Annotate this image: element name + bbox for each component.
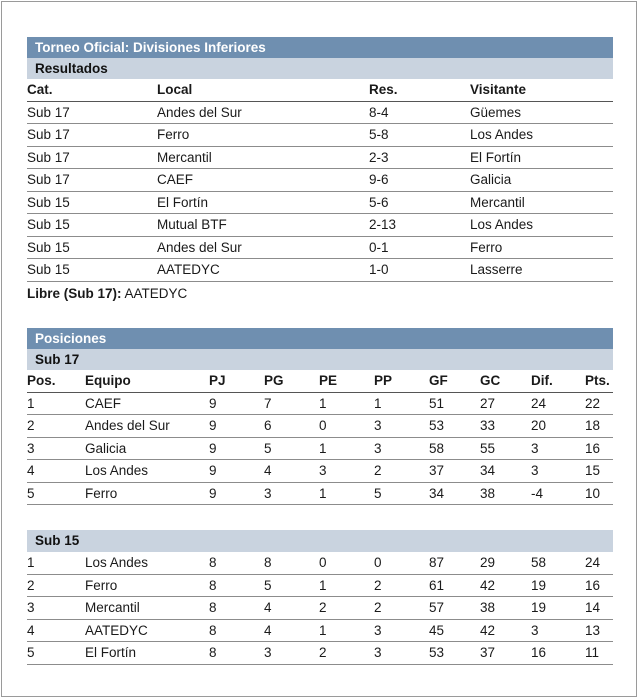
header-equipo: Equipo — [85, 370, 209, 392]
table-cell: 5 — [27, 642, 85, 665]
group-title-sub15: Sub 15 — [27, 530, 613, 552]
table-cell: 1 — [27, 552, 85, 574]
table-cell: 3 — [374, 437, 429, 460]
table-cell: 5 — [264, 574, 319, 597]
table-cell: Galicia — [470, 169, 613, 192]
table-cell: Ferro — [470, 236, 613, 259]
table-cell: 10 — [585, 482, 613, 505]
table-cell: 4 — [27, 619, 85, 642]
standings-panel-sub15 — [27, 530, 613, 665]
table-cell: 8 — [209, 552, 264, 574]
result-row — [27, 191, 613, 214]
standing-row — [27, 482, 613, 505]
standing-row — [27, 460, 613, 483]
result-row — [27, 169, 613, 192]
table-cell: 16 — [585, 574, 613, 597]
table-cell: 11 — [585, 642, 613, 665]
table-cell: 18 — [585, 415, 613, 438]
table-cell: Güemes — [470, 101, 613, 124]
table-cell: 57 — [429, 597, 480, 620]
table-cell: Los Andes — [85, 460, 209, 483]
table-cell: 24 — [531, 392, 585, 415]
table-cell: 58 — [429, 437, 480, 460]
table-cell: 61 — [429, 574, 480, 597]
table-cell: 8 — [209, 619, 264, 642]
table-cell: El Fortín — [85, 642, 209, 665]
table-cell: 33 — [480, 415, 531, 438]
table-cell: 3 — [374, 415, 429, 438]
table-cell: 3 — [531, 619, 585, 642]
table-cell: 27 — [480, 392, 531, 415]
table-cell: 3 — [531, 437, 585, 460]
result-row — [27, 146, 613, 169]
table-cell: 45 — [429, 619, 480, 642]
table-cell: 19 — [531, 597, 585, 620]
table-cell: El Fortín — [157, 191, 369, 214]
table-cell: 2 — [374, 574, 429, 597]
table-cell: 42 — [480, 574, 531, 597]
table-cell: 13 — [585, 619, 613, 642]
header-pj: PJ — [209, 370, 264, 392]
table-cell: 5 — [27, 482, 85, 505]
table-cell: 1-0 — [369, 259, 470, 282]
table-cell: 9 — [209, 437, 264, 460]
table-cell: Sub 15 — [27, 259, 157, 282]
table-cell: Galicia — [85, 437, 209, 460]
header-cat: Cat. — [27, 79, 157, 101]
table-cell: 34 — [429, 482, 480, 505]
table-cell: 29 — [480, 552, 531, 574]
table-cell: 16 — [585, 437, 613, 460]
table-cell: 7 — [264, 392, 319, 415]
table-cell: 87 — [429, 552, 480, 574]
result-row — [27, 259, 613, 282]
header-gc: GC — [480, 370, 531, 392]
table-cell: 37 — [480, 642, 531, 665]
table-cell: 55 — [480, 437, 531, 460]
table-cell: 16 — [531, 642, 585, 665]
table-cell: CAEF — [85, 392, 209, 415]
header-visitante: Visitante — [470, 79, 613, 101]
table-cell: 38 — [480, 482, 531, 505]
standing-row — [27, 642, 613, 665]
header-pp: PP — [374, 370, 429, 392]
table-cell: 0-1 — [369, 236, 470, 259]
table-cell: Mercantil — [157, 146, 369, 169]
table-cell: 2 — [319, 642, 374, 665]
table-cell: 9-6 — [369, 169, 470, 192]
table-cell: 22 — [585, 392, 613, 415]
header-gf: GF — [429, 370, 480, 392]
header-pg: PG — [264, 370, 319, 392]
table-cell: 9 — [209, 460, 264, 483]
table-cell: 53 — [429, 642, 480, 665]
table-cell: 3 — [374, 642, 429, 665]
table-cell: 0 — [374, 552, 429, 574]
table-cell: 0 — [319, 415, 374, 438]
standings-header-row — [27, 370, 613, 392]
standing-row — [27, 552, 613, 574]
standing-row — [27, 574, 613, 597]
libre-value: AATEDYC — [124, 285, 188, 301]
table-cell: 5-6 — [369, 191, 470, 214]
table-cell: 8 — [209, 597, 264, 620]
standing-row — [27, 597, 613, 620]
standings-title: Posiciones — [27, 328, 613, 349]
table-cell: 8 — [209, 642, 264, 665]
table-cell: 9 — [209, 392, 264, 415]
table-cell: 34 — [480, 460, 531, 483]
libre-label: Libre (Sub 17): — [27, 285, 122, 301]
table-cell: 3 — [319, 460, 374, 483]
table-cell: 6 — [264, 415, 319, 438]
table-cell: 5-8 — [369, 124, 470, 147]
table-cell: 5 — [264, 437, 319, 460]
libre-note — [27, 286, 613, 301]
table-cell: 9 — [209, 415, 264, 438]
table-cell: 2 — [374, 460, 429, 483]
table-cell: Ferro — [85, 482, 209, 505]
standing-row — [27, 619, 613, 642]
table-cell: 42 — [480, 619, 531, 642]
table-cell: 8-4 — [369, 101, 470, 124]
table-cell: -4 — [531, 482, 585, 505]
table-cell: El Fortín — [470, 146, 613, 169]
table-cell: 1 — [319, 482, 374, 505]
table-cell: 58 — [531, 552, 585, 574]
table-cell: 1 — [27, 392, 85, 415]
table-cell: 3 — [264, 482, 319, 505]
table-cell: 20 — [531, 415, 585, 438]
table-cell: Los Andes — [470, 214, 613, 237]
table-cell: Sub 15 — [27, 214, 157, 237]
standings-panel — [27, 328, 613, 505]
table-cell: 37 — [429, 460, 480, 483]
standings-table-sub15 — [27, 552, 613, 665]
table-cell: 1 — [374, 392, 429, 415]
table-cell: Lasserre — [470, 259, 613, 282]
table-cell: Sub 17 — [27, 169, 157, 192]
table-cell: AATEDYC — [157, 259, 369, 282]
results-subtitle: Resultados — [27, 58, 613, 79]
table-cell: 2 — [27, 574, 85, 597]
standing-row — [27, 415, 613, 438]
table-cell: 0 — [319, 552, 374, 574]
group-title-sub17: Sub 17 — [27, 349, 613, 370]
table-cell: 2 — [319, 597, 374, 620]
header-dif: Dif. — [531, 370, 585, 392]
table-cell: 5 — [374, 482, 429, 505]
table-cell: Mercantil — [470, 191, 613, 214]
table-cell: Ferro — [85, 574, 209, 597]
table-cell: Sub 15 — [27, 236, 157, 259]
result-row — [27, 101, 613, 124]
table-cell: 8 — [264, 552, 319, 574]
results-header-row — [27, 79, 613, 101]
table-cell: 9 — [209, 482, 264, 505]
table-cell: 3 — [27, 437, 85, 460]
table-cell: 3 — [264, 642, 319, 665]
table-cell: Andes del Sur — [157, 101, 369, 124]
table-cell: Los Andes — [470, 124, 613, 147]
table-cell: 4 — [264, 460, 319, 483]
table-cell: 3 — [531, 460, 585, 483]
header-pos: Pos. — [27, 370, 85, 392]
table-cell: CAEF — [157, 169, 369, 192]
table-cell: 3 — [374, 619, 429, 642]
table-cell: 4 — [264, 619, 319, 642]
table-cell: 4 — [264, 597, 319, 620]
result-row — [27, 214, 613, 237]
header-pts: Pts. — [585, 370, 613, 392]
table-cell: Ferro — [157, 124, 369, 147]
table-cell: Mutual BTF — [157, 214, 369, 237]
table-cell: 2-13 — [369, 214, 470, 237]
header-local: Local — [157, 79, 369, 101]
table-cell: 24 — [585, 552, 613, 574]
table-cell: Andes del Sur — [85, 415, 209, 438]
table-cell: 3 — [27, 597, 85, 620]
tournament-title: Torneo Oficial: Divisiones Inferiores — [27, 37, 613, 58]
table-cell: 2 — [374, 597, 429, 620]
results-table — [27, 79, 613, 282]
table-cell: Sub 17 — [27, 146, 157, 169]
header-res: Res. — [369, 79, 470, 101]
table-cell: Sub 17 — [27, 124, 157, 147]
table-cell: 14 — [585, 597, 613, 620]
header-pe: PE — [319, 370, 374, 392]
table-cell: 53 — [429, 415, 480, 438]
result-row — [27, 236, 613, 259]
table-cell: Mercantil — [85, 597, 209, 620]
table-cell: 2-3 — [369, 146, 470, 169]
standing-row — [27, 437, 613, 460]
table-cell: 1 — [319, 574, 374, 597]
result-row — [27, 124, 613, 147]
table-cell: Los Andes — [85, 552, 209, 574]
table-cell: 2 — [27, 415, 85, 438]
table-cell: 51 — [429, 392, 480, 415]
results-panel — [27, 37, 613, 301]
table-cell: 15 — [585, 460, 613, 483]
table-cell: 1 — [319, 619, 374, 642]
table-cell: Sub 15 — [27, 191, 157, 214]
table-cell: 4 — [27, 460, 85, 483]
table-cell: Sub 17 — [27, 101, 157, 124]
table-cell: 1 — [319, 437, 374, 460]
table-cell: 8 — [209, 574, 264, 597]
table-cell: Andes del Sur — [157, 236, 369, 259]
table-cell: AATEDYC — [85, 619, 209, 642]
table-cell: 1 — [319, 392, 374, 415]
standings-table-sub17 — [27, 370, 613, 505]
table-cell: 19 — [531, 574, 585, 597]
standing-row — [27, 392, 613, 415]
table-cell: 38 — [480, 597, 531, 620]
